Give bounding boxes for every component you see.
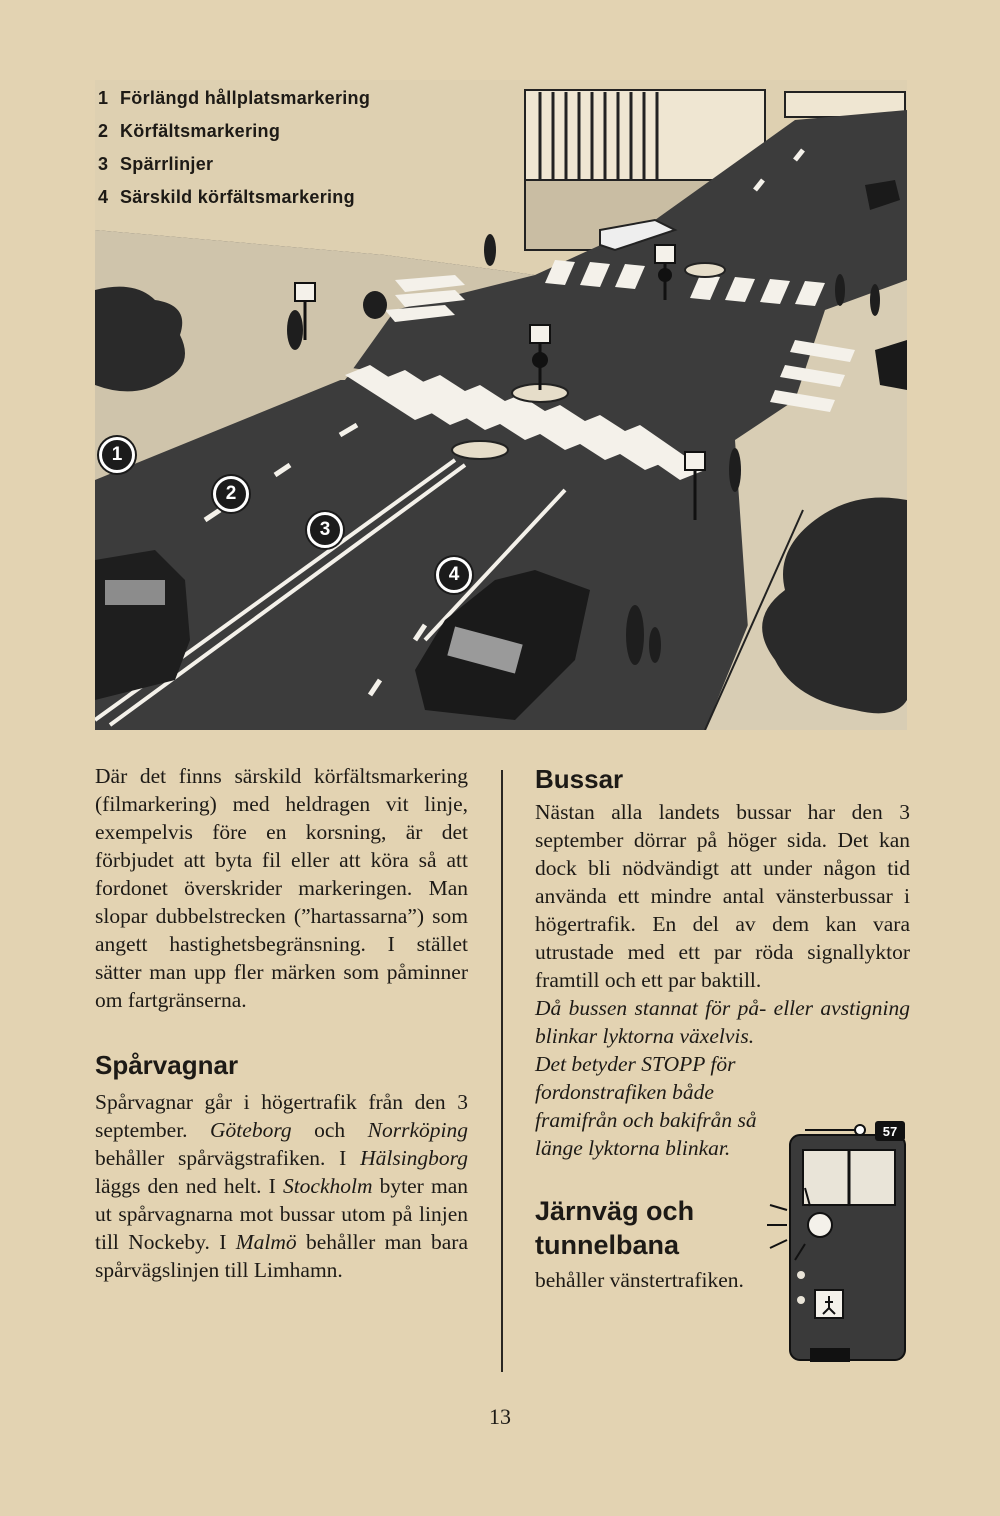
stop-signal-text: Det betyder STOPP för fordonstrafiken både framifrån och bakifrån så länge lyktorna blinkar. bbox=[535, 1052, 757, 1160]
legend-item: 3 Spärrlinjer bbox=[98, 154, 214, 174]
legend-item: 1 Förlängd hållplatsmarkering bbox=[98, 88, 371, 108]
marker-3: 3 bbox=[307, 512, 343, 548]
city-name: Stockholm bbox=[282, 1174, 373, 1198]
lane-marking-paragraph: Där det finns särskild körfältsmarkering (filmarkering) med heldragen vit linje, exempelvis före en korsning, är det förbjudet att byta fil eller att köra så att fordonet överskrider markeringen. Man slopar dubbelstrecken (”hartassarna”) som angett hastighetsbegränsning. I stället sätter man upp fler märken som påminner om fartgränserna. bbox=[95, 764, 468, 1012]
legend-item: 4 Särskild körfältsmarkering bbox=[98, 187, 355, 207]
jarnvag-heading: Järnväg och tunnelbana bbox=[535, 1196, 695, 1260]
left-column bbox=[95, 762, 468, 1284]
marker-2: 2 bbox=[213, 476, 249, 512]
marker-4: 4 bbox=[436, 557, 472, 593]
marker-1: 1 bbox=[99, 437, 135, 473]
section-sparvagnar bbox=[95, 1050, 468, 1284]
bus-illustration bbox=[765, 1110, 915, 1370]
legend bbox=[98, 82, 370, 214]
jarnvag-text: behåller vänstertrafiken. bbox=[535, 1268, 744, 1292]
bus-number: 57 bbox=[882, 1124, 898, 1139]
city-name: Hälsingborg bbox=[360, 1146, 468, 1170]
bussar-heading: Bussar bbox=[535, 764, 624, 794]
city-name: Norrköping bbox=[367, 1118, 469, 1142]
stop-signal-lead: Då bussen stannat för på- eller avstigning blinkar lyktorna växelvis. bbox=[535, 996, 910, 1048]
section-jarnvag bbox=[535, 1194, 775, 1294]
sparvagnar-paragraph: Spårvagnar går i högertrafik från den 3 september. Göteborg och Norrköping behåller spårvägstrafiken. I Hälsingborg läggs den ned helt. I Stockholm byter man ut spårvagnarna mot bussar utom på linjen till Nockeby. I Malmö behåller man bara spårvägslinjen till Limhamn. bbox=[95, 1090, 469, 1282]
bussar-paragraph: Nästan alla landets bussar har den 3 september dörrar på höger sida. Det kan dock bli nödvändigt att under någon tid använda ett mindre antal vänsterbussar i högertrafik. En del av dem kan vara utrustade med ett par röda signallyktor framtill och ett par baktill. bbox=[535, 800, 910, 992]
city-name: Göteborg bbox=[210, 1118, 292, 1142]
legend-item: 2 Körfältsmarkering bbox=[98, 121, 281, 141]
city-name: Malmö bbox=[235, 1230, 297, 1254]
column-divider bbox=[501, 770, 503, 1372]
page-number: 13 bbox=[489, 1404, 511, 1429]
sparvagnar-heading: Spårvagnar bbox=[95, 1050, 239, 1080]
